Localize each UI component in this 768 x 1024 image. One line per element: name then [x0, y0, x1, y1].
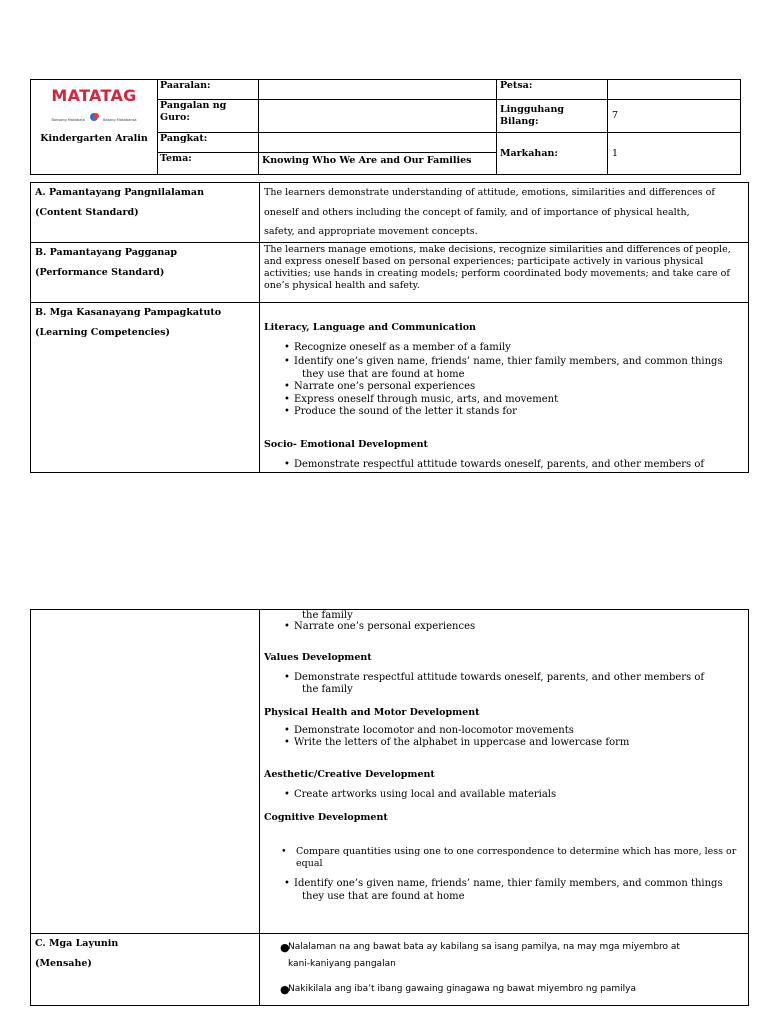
list-item: • Create artworks using local and available materials [284, 788, 557, 800]
list-item-continuation: equal [296, 858, 323, 869]
logo-cell: MATATAG Bansang Makabata Batang Makabansa Kindergarten Aralin [31, 80, 158, 175]
list-item: • Demonstrate respectful attitude towards oneself, parents, and other members of [284, 458, 705, 470]
pangkat-value[interactable] [259, 133, 497, 153]
paaralan-value[interactable] [259, 80, 497, 100]
list-item-continuation: they use that are found at home [302, 368, 465, 380]
learning-competencies-content [260, 302, 749, 472]
paaralan-label: Paaralan: [158, 80, 259, 100]
performance-standard-label: B. Pamantayang Pagganap (Performance Standard) [31, 242, 260, 302]
competencies-continued-content: the family • Narrate one’s personal experiences Values Development • Demonstrate respectful attitude towards oneself, parents, and other members of the family Physical Health and Motor Development • Demonstrate locomotor and non-locomotor movements • Write the letters of the alphabet in uppercase and lowercase form Aesthetic/Creative Development • Create artworks using local and available materials Cognitive Development • Compare quantities using one to one correspondence to determine which has more, less or equal • Identify one’s given name, friends’ name, thier family members, and common things they use that are found at home [260, 610, 749, 934]
aesthetic-heading: Aesthetic/Creative Development [264, 768, 435, 780]
matatag-logo: MATATAG [51, 86, 137, 105]
performance-standard-text: The learners manage emotions, make decisions, recognize similarities and differences of people, and express oneself based on personal experiences; participate actively in various physical activities; use hands in creating models; perform coordinated body movements; and take care of one’s physical health and safety. [260, 242, 749, 302]
literacy-heading: Literacy, Language and Communication [264, 321, 476, 333]
document-subtitle: Kindergarten Aralin [40, 133, 148, 144]
bullet-icon: ● [280, 983, 290, 996]
heart-icon [90, 113, 98, 121]
list-item: ● Nakikilala ang iba’t ibang gawaing ginagawa ng bawat miyembro ng pamilya [280, 983, 636, 996]
list-item: • Recognize oneself as a member of a family [284, 341, 511, 353]
content-standard-text: The learners demonstrate understanding of attitude, emotions, similarities and differences of oneself and others including the concept of family, and of importance of physical health, safety, and appropriate movement concepts. [260, 183, 749, 243]
header-table [30, 79, 741, 175]
tema-label: Tema: [158, 153, 259, 175]
pangalan-value[interactable] [259, 100, 497, 133]
lingguhang-value[interactable]: 7 [608, 100, 741, 133]
list-item: • Compare quantities using one to one correspondence to determine which has more, less or [281, 846, 737, 857]
tema-value[interactable]: Knowing Who We Are and Our Families [259, 153, 497, 175]
content-standard-label: A. Pamantayang Pangnilalaman (Content Standard) [31, 183, 260, 243]
literacy-list [264, 342, 744, 419]
pangalan-label: Pangalan ng Guro: [158, 100, 259, 133]
list-item-continuation: they use that are found at home [302, 890, 465, 902]
list-item: • Identify one’s given name, friends’ name, thier family members, and common things [284, 878, 723, 889]
cognitive-heading: Cognitive Development [264, 812, 388, 823]
list-item: • Produce the sound of the letter it stands for [284, 406, 517, 417]
physical-heading: Physical Health and Motor Development [264, 706, 480, 718]
layunin-label: C. Mga Layunin (Mensahe) [31, 934, 260, 1006]
competencies-table-continued [30, 609, 749, 1006]
markahan-value[interactable]: 1 [608, 133, 741, 175]
socio-heading: Socio- Emotional Development [264, 438, 428, 450]
petsa-value[interactable] [608, 80, 741, 100]
list-item: ● Nalalaman na ang bawat bata ay kabilang sa isang pamilya, na may mga miyembro at kani-kaniyang pangalan [280, 941, 680, 969]
list-item-continuation: the family [302, 684, 353, 695]
markahan-label: Markahan: [497, 133, 608, 175]
layunin-content [260, 934, 749, 1006]
values-heading: Values Development [264, 651, 372, 663]
list-item: • Express oneself through music, arts, and movement [284, 393, 559, 405]
list-item: • Identify one’s given name, friends’ name, thier family members, and common things [284, 356, 723, 367]
standards-table [30, 182, 749, 473]
empty-label-cell [31, 610, 260, 934]
list-item: • Demonstrate respectful attitude towards oneself, parents, and other members of [284, 671, 705, 683]
petsa-label: Petsa: [497, 80, 608, 100]
bullet-icon: ● [280, 941, 290, 954]
pangkat-label: Pangkat: [158, 133, 259, 153]
lingguhang-label: Lingguhang Bilang: [497, 100, 608, 133]
list-item: • Narrate one’s personal experiences [284, 381, 476, 392]
list-item: • Write the letters of the alphabet in uppercase and lowercase form [284, 737, 630, 748]
list-item: • Demonstrate locomotor and non-locomotor movements [284, 724, 574, 736]
learning-competencies-label: B. Mga Kasanayang Pampagkatuto (Learning Competencies) [31, 302, 260, 472]
list-item: • Narrate one’s personal experiences [284, 621, 476, 632]
